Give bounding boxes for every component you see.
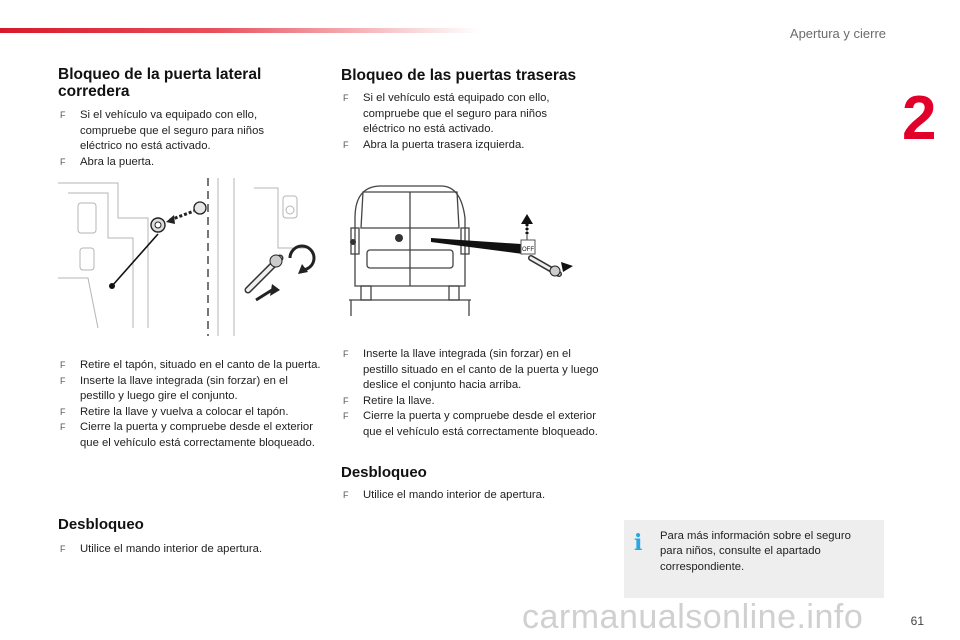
list-item: F Si el vehículo va equipado con ello, compruebe que el seguro para niños eléctrico no está activado. <box>58 108 298 155</box>
right-intro-list <box>341 91 586 153</box>
left-heading: Bloqueo de la puerta lateral corredera <box>58 66 262 100</box>
list-item: F Abra la puerta trasera izquierda. <box>341 138 586 154</box>
watermark: carmanualsonline.info <box>522 598 864 636</box>
list-item: F Si el vehículo está equipado con ello, compruebe que el seguro para niños eléctrico no está activado. <box>341 91 586 138</box>
right-unlock-list <box>341 488 606 504</box>
list-item: F Inserte la llave integrada (sin forzar) en el pestillo y luego gire el conjunto. <box>58 374 323 405</box>
off-label: OFF <box>522 247 534 253</box>
list-item: F Abra la puerta. <box>58 155 298 171</box>
left-intro-list <box>58 108 298 170</box>
right-heading: Bloqueo de las puertas traseras <box>341 67 577 84</box>
left-unlock-list <box>58 542 323 558</box>
list-item: F Inserte la llave integrada (sin forzar) en el pestillo situado en el canto de la puerta y luego deslice el conjunto hacia arriba. <box>341 347 606 394</box>
left-steps-list <box>58 358 323 452</box>
section-title: Apertura y cierre <box>789 26 886 41</box>
list-item: F Cierre la puerta y compruebe desde el exterior que el vehículo está correctamente bloqueado. <box>341 409 606 440</box>
rear-door-lock-illustration <box>341 178 591 318</box>
sliding-door-lock-illustration <box>58 178 316 336</box>
right-steps-list <box>341 347 606 441</box>
list-item: F Retire el tapón, situado en el canto de la puerta. <box>58 358 323 374</box>
list-item: F Cierre la puerta y compruebe desde el exterior que el vehículo está correctamente bloqueado. <box>58 420 323 451</box>
header-accent-bar <box>0 28 480 33</box>
info-text: Para más información sobre el seguro para niños, consulte el apartado correspondiente. <box>660 530 851 573</box>
right-unlock-heading: Desbloqueo <box>341 464 427 481</box>
list-item: F Utilice el mando interior de apertura. <box>341 488 606 504</box>
info-box <box>624 520 884 598</box>
list-item: F Retire la llave y vuelva a colocar el tapón. <box>58 405 323 421</box>
list-item: F Utilice el mando interior de apertura. <box>58 542 323 558</box>
left-unlock-heading: Desbloqueo <box>58 516 144 533</box>
info-icon: i <box>634 530 643 556</box>
chapter-number: 2 <box>902 84 937 153</box>
list-item: F Retire la llave. <box>341 394 606 410</box>
page-number: 61 <box>910 614 924 628</box>
